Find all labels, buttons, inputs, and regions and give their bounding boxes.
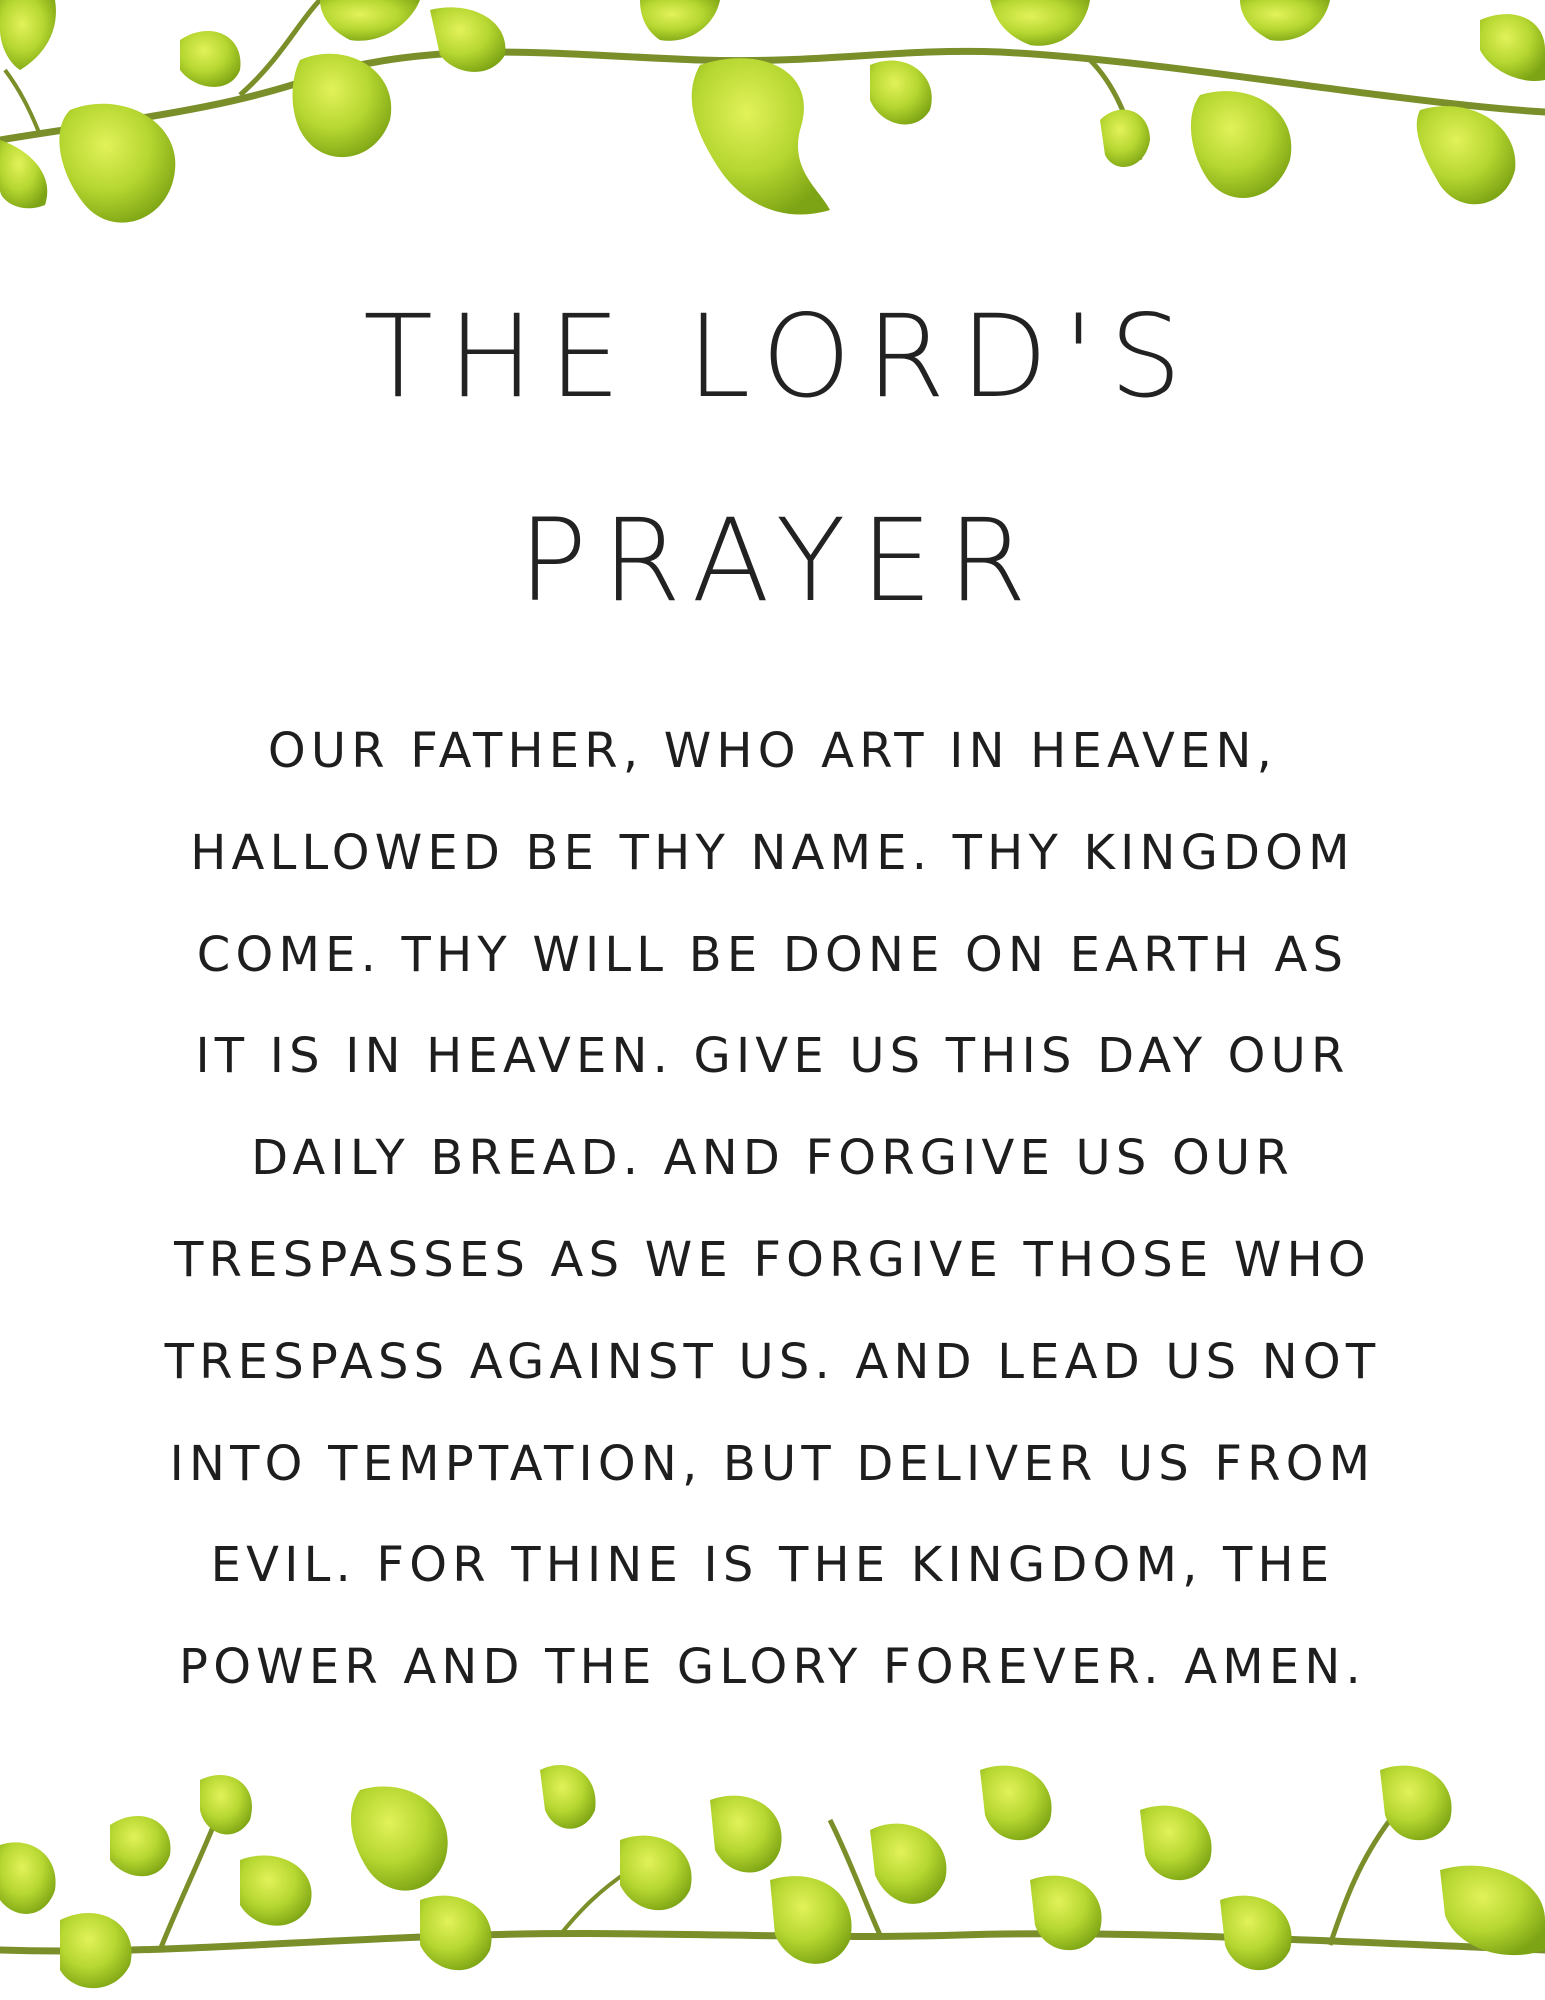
leaf-shape — [351, 1786, 448, 1890]
prayer-line: HALLOWED BE THY NAME. THY KINGDOM — [190, 824, 1355, 881]
leaf-shape — [1100, 110, 1150, 167]
leaf-shape — [240, 1856, 312, 1926]
leaf-shape — [870, 61, 932, 125]
leaf-shape — [430, 7, 505, 72]
leaf-shape — [200, 1775, 252, 1835]
prayer-line: INTO TEMPTATION, BUT DELIVER US FROM — [169, 1435, 1376, 1492]
vine-stem — [0, 1934, 1545, 1951]
leaf-shape — [770, 1876, 852, 1964]
leaf-shape — [293, 54, 392, 157]
leaf-shape — [1480, 14, 1545, 81]
leaf-shape — [692, 58, 830, 214]
title-line-2: PRAYER — [518, 494, 1042, 627]
prayer-line: TRESPASS AGAINST US. AND LEAD US NOT — [164, 1333, 1381, 1390]
leaf-shape — [1220, 1896, 1292, 1971]
prayer-text — [0, 713, 1545, 1731]
leaf-shape — [1240, 0, 1330, 41]
leaf-shape — [180, 31, 240, 87]
leaf-shape — [110, 1816, 170, 1876]
leaf-shape — [640, 0, 720, 41]
prayer-line: OUR FATHER, WHO ART IN HEAVEN, — [267, 723, 1278, 779]
leaf-shape — [710, 1796, 782, 1873]
leaf-shape — [60, 1913, 132, 1988]
leaf-shape — [1380, 1766, 1452, 1841]
prayer-line: COME. THY WILL BE DONE ON EARTH AS — [196, 926, 1349, 983]
leaf-shape — [0, 140, 47, 208]
prayer-line: IT IS IN HEAVEN. GIVE US THIS DAY OUR — [195, 1028, 1350, 1085]
bottom-vine-decoration — [0, 1750, 1545, 2000]
leaf-shape — [0, 0, 56, 70]
leaf-shape — [1440, 1866, 1545, 1956]
prayer-line: DAILY BREAD. AND FORGIVE US OUR — [251, 1130, 1294, 1187]
top-vine-decoration — [0, 0, 1545, 250]
page-title — [0, 255, 1545, 663]
leaf-shape — [540, 1765, 596, 1829]
leaf-shape — [59, 104, 175, 223]
prayer-line: TRESPASSES AS WE FORGIVE THOSE WHO — [174, 1231, 1371, 1288]
leaf-shape — [990, 0, 1090, 46]
leaf-shape — [0, 1842, 56, 1914]
title-line-1: THE LORD'S — [363, 290, 1197, 423]
leaf-shape — [1417, 106, 1516, 204]
leaf-shape — [420, 1896, 492, 1971]
leaf-shape — [980, 1766, 1052, 1841]
leaf-shape — [320, 0, 420, 41]
prayer-line: POWER AND THE GLORY FOREVER. AMEN. — [179, 1639, 1366, 1696]
leaf-shape — [1030, 1876, 1102, 1951]
leaf-shape — [1191, 91, 1291, 198]
leaf-shape — [620, 1836, 692, 1911]
prayer-line: EVIL. FOR THINE IS THE KINGDOM, THE — [210, 1537, 1335, 1594]
leaf-shape — [1140, 1806, 1212, 1881]
leaf-shape — [870, 1824, 946, 1904]
